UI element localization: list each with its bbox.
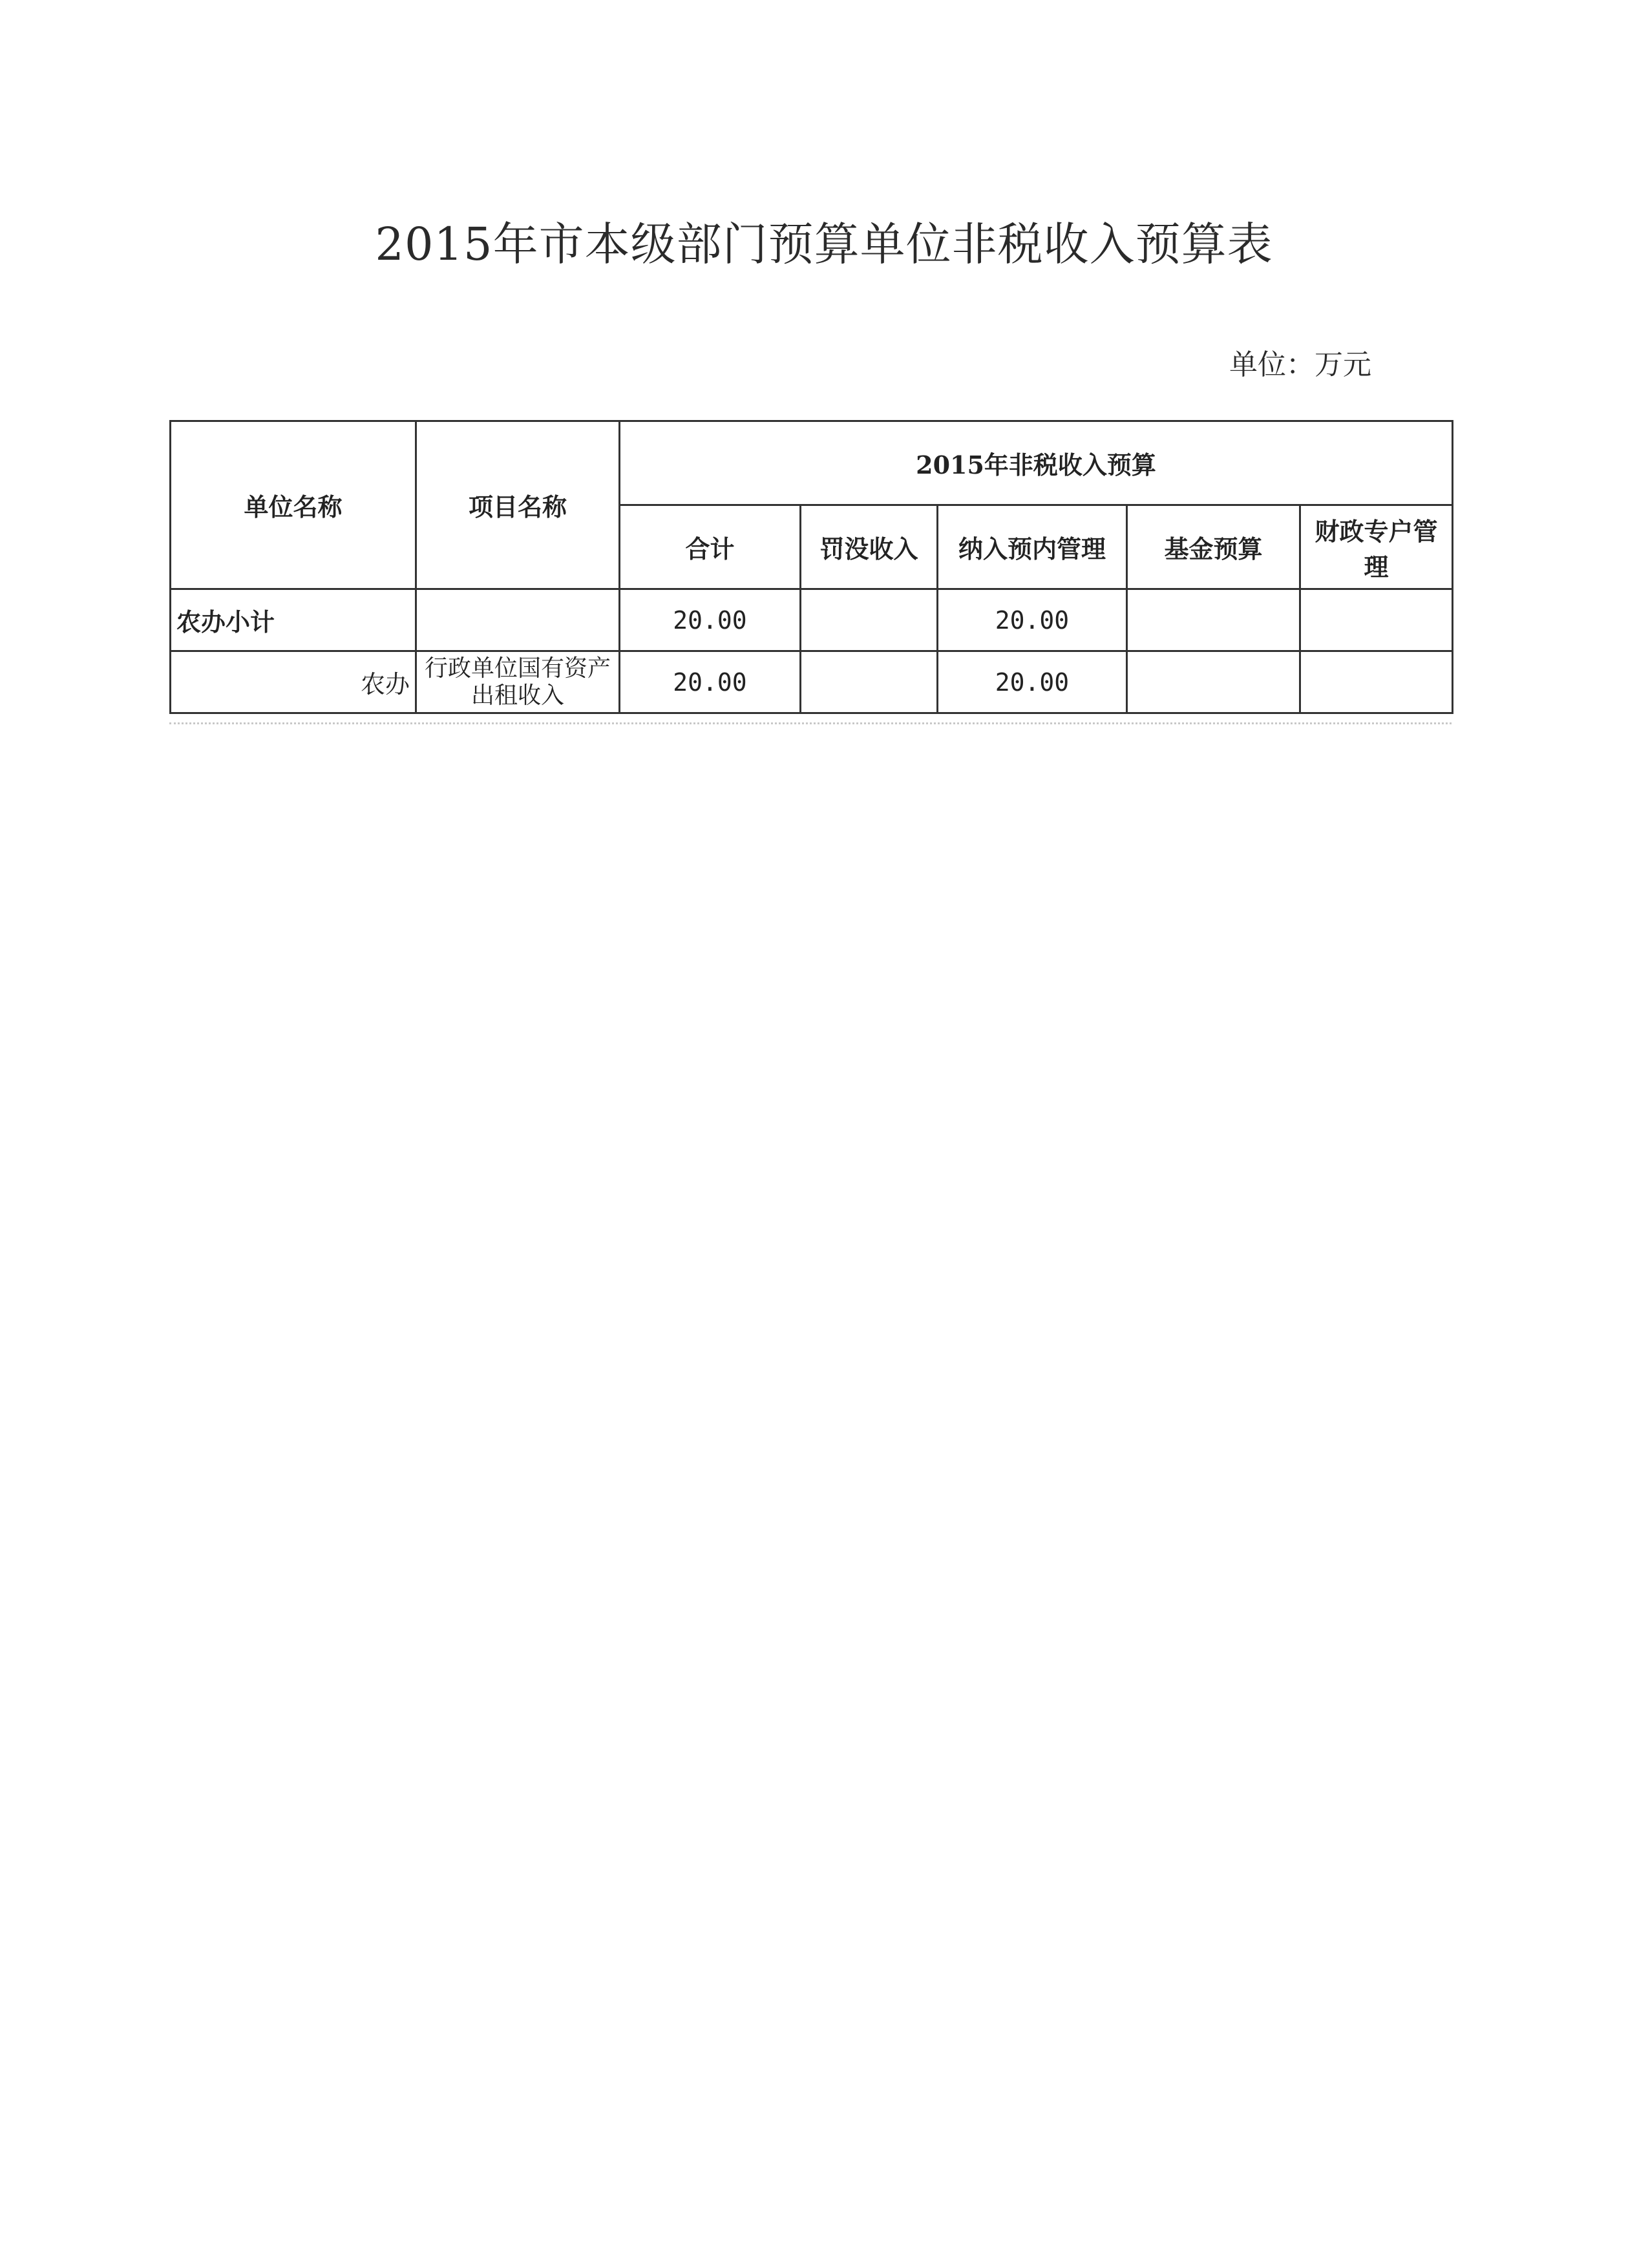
header-special-account: 财政专户管理 [1300, 505, 1453, 589]
unit-note: 单位：万元 [1229, 348, 1371, 381]
cell-project-name: 行政单位国有资产出租收入 [416, 651, 620, 713]
cell-total: 20.00 [620, 651, 801, 713]
cell-fines [801, 651, 938, 713]
cell-fines [801, 589, 938, 651]
cell-special-account [1300, 651, 1453, 713]
header-unit-name: 单位名称 [171, 421, 416, 589]
cell-project-name [416, 589, 620, 651]
budget-table [169, 420, 1453, 714]
header-fund-budget: 基金预算 [1127, 505, 1300, 589]
cell-in-budget: 20.00 [938, 651, 1127, 713]
document-title: 2015年市本级部门预算单位非税收入预算表 [375, 218, 1273, 271]
table-row-subtotal [171, 589, 1453, 651]
header-group-nontax-budget: 2015年非税收入预算 [620, 421, 1453, 505]
cell-unit-name: 农办 [171, 651, 416, 713]
header-row-1 [171, 421, 1453, 505]
cell-fund-budget [1127, 651, 1300, 713]
table-row-item [171, 651, 1453, 713]
header-fines: 罚没收入 [801, 505, 938, 589]
header-total: 合计 [620, 505, 801, 589]
cell-in-budget: 20.00 [938, 589, 1127, 651]
faint-dotted-rule [169, 722, 1452, 724]
cell-special-account [1300, 589, 1453, 651]
cell-fund-budget [1127, 589, 1300, 651]
header-in-budget: 纳入预内管理 [938, 505, 1127, 589]
header-project-name: 项目名称 [416, 421, 620, 589]
cell-unit-name: 农办小计 [171, 589, 416, 651]
cell-total: 20.00 [620, 589, 801, 651]
